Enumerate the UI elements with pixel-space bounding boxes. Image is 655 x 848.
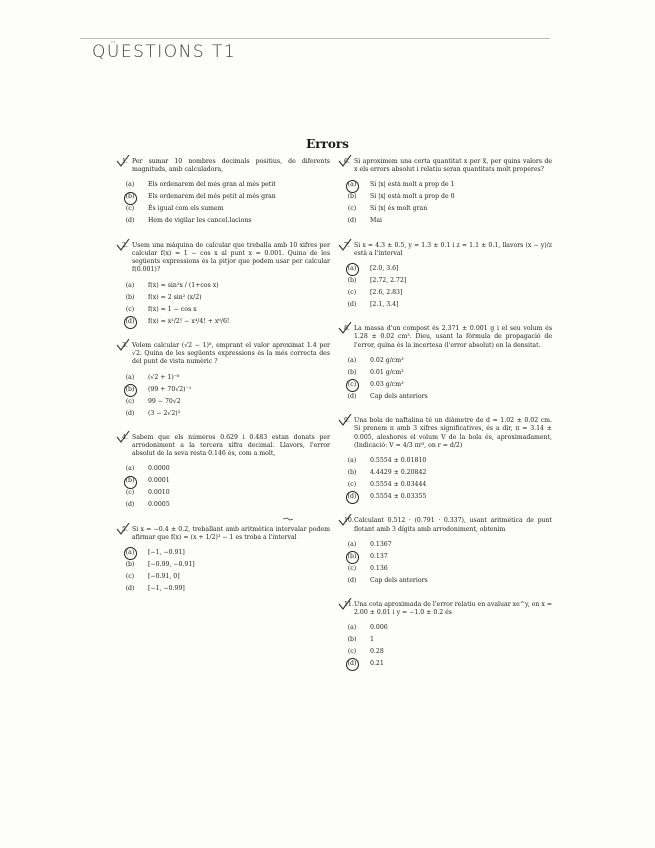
question-body: Sabem que els números 0.629 i 0.483 estan donats per arrodoniment a la tercera xifra decimal. Llavors, l'error absolut de la seva resta 0.146 és, com a molt, — [132, 433, 330, 458]
answer-option[interactable] — [346, 551, 552, 563]
option-letter: (d) — [347, 576, 357, 584]
answer-option[interactable] — [124, 180, 330, 192]
answer-option[interactable] — [346, 479, 552, 491]
option-text: f(x) = 2 sin² (x/2) — [148, 293, 202, 301]
checkmark-icon — [116, 239, 130, 251]
option-letter: (c) — [125, 489, 135, 497]
checkmark-icon — [338, 155, 352, 167]
question-body: Si x = 4.3 ± 0.5, y = 1.3 ± 0.1 i z = 1.1 ± 0.1, llavors (x − y)/z està a l'interval — [354, 241, 552, 257]
question-number: 9. — [344, 417, 350, 425]
option-letter: (a) — [125, 373, 135, 381]
option-text: [2.1, 3.4] — [370, 301, 399, 309]
selected-option-letter: (b) — [124, 385, 136, 395]
left-question-column — [118, 158, 330, 609]
option-letter: (d) — [347, 217, 357, 225]
option-text: 0.28 — [370, 648, 384, 656]
answer-option[interactable] — [124, 204, 330, 216]
option-letter: (b) — [347, 469, 357, 477]
option-letter: (d) — [125, 585, 135, 592]
answer-option[interactable] — [346, 646, 552, 658]
answer-option[interactable] — [346, 180, 552, 192]
selected-option-letter: (a) — [124, 548, 136, 558]
answer-option[interactable] — [346, 275, 552, 287]
option-text: 0.1367 — [370, 540, 392, 548]
answer-option[interactable] — [124, 559, 330, 571]
question-body: Una bola de naftalina té un diàmetre de d = 1.02 ± 0.02 cm. Si prenem π amb 3 xifres significatives, és a dir, π = 3.14 ± 0.005, aleshores el volum V de la bola és, aproximadament, (Indicació: V = 4/3 πr³, on r = d/2) — [354, 417, 552, 449]
option-text: 1 — [370, 636, 374, 644]
answer-option[interactable] — [346, 622, 552, 634]
option-text: 4.4429 ± 0.20842 — [370, 469, 427, 477]
option-text: 99 − 70√2 — [148, 397, 181, 405]
answer-option[interactable] — [124, 372, 330, 384]
question-body: Si x = −0.4 ± 0.2, treballant amb aritmètica intervalar podem afirmar que f(x) = (x + 1/2)³ − 1 es troba a l'interval — [132, 525, 330, 541]
checkmark-icon — [338, 239, 352, 251]
option-letter: (c) — [347, 564, 357, 572]
option-letter: (c) — [125, 205, 135, 213]
checkmark-icon — [338, 322, 352, 334]
option-letter: (a) — [347, 457, 357, 465]
question-number: 5. — [122, 525, 128, 533]
option-text: Els ordenarem del més gran al més petit — [148, 181, 276, 189]
answer-option[interactable] — [346, 391, 552, 403]
option-text: Hem de vigilar les cancel.lacions — [148, 217, 252, 225]
option-letter: (d) — [125, 217, 135, 225]
answer-options — [118, 280, 330, 328]
option-letter: (a) — [347, 624, 357, 632]
answer-option[interactable] — [124, 500, 330, 512]
question-text — [340, 242, 552, 259]
right-question-column — [340, 158, 552, 684]
selected-option-letter: (a) — [346, 264, 358, 274]
question-text — [340, 517, 552, 534]
option-text: 0.5554 ± 0.01810 — [370, 457, 427, 465]
answer-option[interactable] — [124, 304, 330, 316]
option-letter: (c) — [125, 573, 135, 580]
answer-option[interactable] — [346, 204, 552, 216]
question-text — [118, 526, 330, 543]
answer-options — [340, 263, 552, 311]
checkmark-icon — [338, 514, 352, 526]
selected-option-letter: (d) — [346, 659, 358, 669]
option-text: 0.0001 — [148, 477, 170, 485]
answer-option[interactable] — [124, 280, 330, 292]
option-text: [2.72, 2.72] — [370, 277, 407, 285]
question-number: 11. — [344, 600, 354, 608]
answer-option[interactable] — [124, 547, 330, 559]
answer-options — [340, 355, 552, 403]
option-text: [−1, −0.91] — [148, 549, 185, 556]
option-letter: (b) — [347, 636, 357, 644]
option-text: f(x) = 1 − cos x — [148, 305, 197, 313]
checkmark-icon — [116, 155, 130, 167]
checkmark-icon — [338, 598, 352, 610]
question-item — [340, 417, 552, 503]
option-text: 0.137 — [370, 552, 388, 560]
selected-option-letter: (b) — [346, 552, 358, 562]
question-body: Usem una màquina de calcular que treballa amb 10 xifres per calcular f(x) = 1 − cos x al punt x = 0.001. Quina de les següents expressions és la pitjor que podem usar per calcular f(0.001)? — [132, 241, 330, 274]
selected-option-letter: (b) — [124, 193, 136, 203]
option-text: 0.0000 — [148, 465, 170, 473]
option-text: Si |x| és molt gran — [370, 205, 428, 213]
answer-option[interactable] — [346, 658, 552, 670]
question-number: 3. — [122, 341, 128, 349]
selected-option-letter: (c) — [346, 380, 358, 390]
checkmark-icon — [116, 431, 130, 443]
document-title: Errors — [306, 137, 349, 151]
question-text — [118, 242, 330, 275]
question-body: La massa d'un compost és 2.371 ± 0.001 g i el seu volum és 1.28 ± 0.02 cm³. Dieu, usant la fórmula de propagació de l'error, quina és la incertesa (l'error absolut) en la densitat. — [354, 325, 552, 349]
option-text: És igual com els sumem — [148, 205, 224, 213]
checkmark-icon — [338, 414, 352, 426]
question-item — [340, 517, 552, 587]
question-text — [340, 601, 552, 618]
option-text: 0.0010 — [148, 489, 170, 497]
option-letter: (b) — [347, 277, 357, 285]
option-letter: (c) — [125, 397, 135, 405]
option-letter: (d) — [125, 501, 135, 509]
answer-option[interactable] — [124, 583, 330, 595]
answer-option[interactable] — [346, 575, 552, 587]
pen-mark — [283, 517, 293, 521]
answer-options — [118, 180, 330, 228]
answer-options — [340, 455, 552, 503]
option-text: (99 + 70√2)⁻¹ — [148, 385, 192, 393]
answer-options — [118, 547, 330, 595]
question-number: 4. — [122, 433, 128, 441]
option-letter: (c) — [347, 648, 357, 656]
question-item — [340, 158, 552, 228]
option-letter: (d) — [347, 392, 357, 400]
option-letter: (c) — [125, 305, 135, 313]
option-letter: (a) — [347, 540, 357, 548]
checkmark-icon — [116, 523, 130, 535]
option-text: 0.21 — [370, 660, 384, 668]
answer-option[interactable] — [346, 367, 552, 379]
question-number: 1. — [122, 158, 128, 165]
header-rule — [80, 38, 550, 39]
option-text: [−0.99, −0.91] — [148, 561, 195, 568]
option-text: 0.0005 — [148, 501, 170, 509]
answer-option[interactable] — [346, 216, 552, 228]
answer-options — [340, 180, 552, 228]
question-item — [340, 242, 552, 312]
option-letter: (a) — [125, 181, 135, 189]
answer-option[interactable] — [346, 379, 552, 391]
option-text: 0.02 g/cm³ — [370, 356, 404, 364]
option-letter: (d) — [125, 409, 135, 417]
option-letter: (c) — [347, 205, 357, 213]
selected-option-letter: (a) — [346, 181, 358, 191]
option-text: 0.006 — [370, 624, 388, 632]
selected-option-letter: (d) — [346, 492, 358, 502]
option-text: Mai — [370, 217, 383, 225]
option-text: (√2 + 1)⁻⁶ — [148, 373, 180, 381]
question-number: 6. — [344, 158, 350, 165]
option-text: Si |x| està molt a prop de 1 — [370, 181, 455, 189]
option-text: 0.136 — [370, 564, 388, 572]
answer-option[interactable] — [124, 464, 330, 476]
question-number: 7. — [344, 241, 350, 249]
question-body: Volem calcular (√2 − 1)⁶, emprant el valor aproximat 1.4 per √2. Quina de les següents expressions és la més correcta des del punt de vista numèric ? — [132, 341, 330, 366]
option-letter: (b) — [347, 193, 357, 201]
option-text: Cap dels anteriors — [370, 576, 428, 584]
option-letter: (a) — [125, 465, 135, 473]
option-text: [2.0, 3.6] — [370, 265, 399, 273]
option-text: Els ordenarem del més petit al més gran — [148, 193, 276, 201]
option-text: (3 − 2√2)³ — [148, 409, 181, 417]
option-letter: (b) — [125, 561, 135, 568]
question-item — [340, 601, 552, 671]
question-number: 8. — [344, 325, 350, 333]
option-letter: (a) — [125, 281, 135, 289]
question-item — [340, 325, 552, 403]
handwritten-title: QÜESTIONS T1 — [92, 42, 237, 62]
answer-option[interactable] — [124, 571, 330, 583]
question-item — [118, 158, 330, 228]
option-text: [−1, −0.99] — [148, 585, 185, 592]
answer-option[interactable] — [124, 192, 330, 204]
option-text: 0.5554 ± 0.03355 — [370, 493, 427, 501]
option-text: Si |x| està molt a prop de 0 — [370, 193, 455, 201]
option-letter: (b) — [125, 293, 135, 301]
question-number: 2. — [122, 241, 128, 249]
question-text — [118, 158, 330, 175]
answer-option[interactable] — [124, 408, 330, 420]
option-text: [−0.91, 0] — [148, 573, 180, 580]
answer-option[interactable] — [346, 299, 552, 311]
answer-option[interactable] — [346, 539, 552, 551]
option-text: f(x) = x²/2! − x⁴/4! + x⁶/6! — [148, 317, 230, 325]
answer-option[interactable] — [124, 292, 330, 304]
question-body: Una cota aproximada de l'error relatiu en avaluar xe^y, on x = 2.00 ± 0.01 i y = −1.0 ± 0.2 és — [354, 600, 552, 617]
question-item — [118, 242, 330, 328]
question-item — [118, 342, 330, 420]
option-text: 0.01 g/cm³ — [370, 368, 404, 376]
question-item — [118, 434, 330, 512]
question-body: Calculant 0.512 · (0.791 · 0.337), usant aritmètica de punt flotant amb 3 dígits amb arrodoniment, obtenim — [354, 517, 552, 533]
selected-option-letter: (d) — [124, 317, 136, 327]
answer-option[interactable] — [346, 467, 552, 479]
option-letter: (c) — [347, 289, 357, 297]
question-text — [340, 158, 552, 175]
option-text: 0.03 g/cm³ — [370, 380, 404, 388]
answer-option[interactable] — [346, 355, 552, 367]
option-text: 0.5554 ± 0.03444 — [370, 481, 427, 489]
answer-options — [118, 372, 330, 420]
answer-option[interactable] — [346, 491, 552, 503]
answer-options — [340, 622, 552, 670]
question-number: 10. — [344, 517, 354, 525]
option-letter: (b) — [347, 368, 357, 376]
answer-option[interactable] — [124, 488, 330, 500]
answer-options — [340, 539, 552, 587]
answer-option[interactable] — [346, 287, 552, 299]
answer-option[interactable] — [346, 455, 552, 467]
answer-option[interactable] — [346, 192, 552, 204]
question-text — [340, 325, 552, 350]
question-item — [118, 526, 330, 596]
answer-option[interactable] — [124, 384, 330, 396]
option-letter: (d) — [347, 301, 357, 309]
question-text — [340, 417, 552, 450]
option-text: f(x) = sin²x / (1+cos x) — [148, 281, 219, 289]
answer-options — [118, 464, 330, 512]
option-letter: (c) — [347, 481, 357, 489]
question-body: Per sumar 10 nombres decimals positius, de diferents magnituds, amb calculadora, — [132, 158, 330, 174]
question-text — [118, 342, 330, 367]
answer-option[interactable] — [346, 634, 552, 646]
question-body: Si aproximem una certa quantitat x per x̃, per quins valors de x els errors absolut i relatiu seran quantitats molt properes? — [354, 158, 552, 174]
selected-option-letter: (b) — [124, 477, 136, 487]
checkmark-icon — [116, 339, 130, 351]
option-text: [2.6, 2.83] — [370, 289, 403, 297]
option-letter: (a) — [347, 356, 357, 364]
answer-option[interactable] — [346, 563, 552, 575]
question-text — [118, 434, 330, 459]
answer-option[interactable] — [124, 316, 330, 328]
option-text: Cap dels anteriors — [370, 392, 428, 400]
answer-option[interactable] — [124, 476, 330, 488]
answer-option[interactable] — [124, 396, 330, 408]
answer-option[interactable] — [124, 216, 330, 228]
answer-option[interactable] — [346, 263, 552, 275]
